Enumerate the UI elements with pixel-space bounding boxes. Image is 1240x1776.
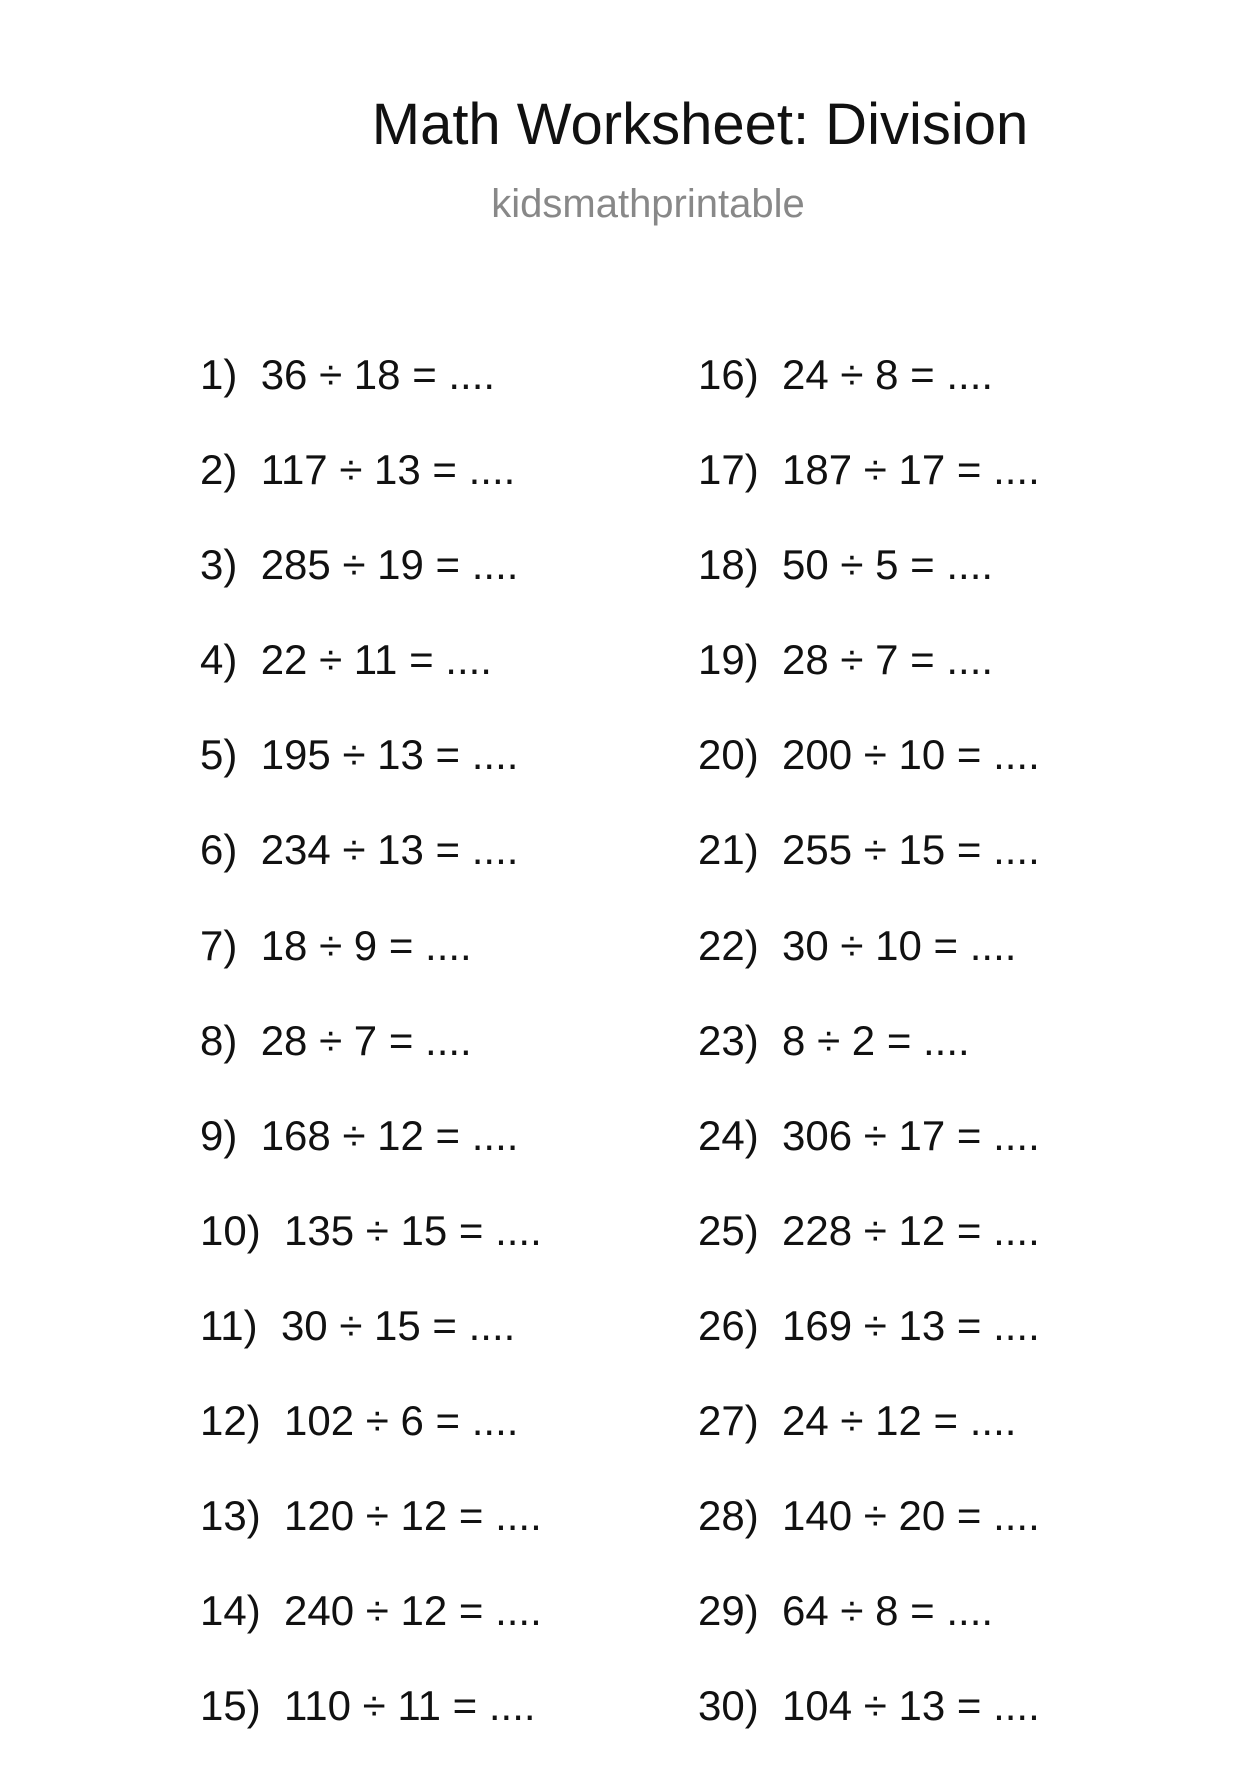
problem-expression: 200 ÷ 10 = .... bbox=[782, 731, 1040, 779]
problem-item bbox=[698, 1206, 1218, 1301]
problem-expression: 228 ÷ 12 = .... bbox=[782, 1206, 1040, 1254]
problem-expression: 168 ÷ 12 = .... bbox=[260, 1111, 519, 1159]
problem-expression: 24 ÷ 12 = .... bbox=[782, 1397, 1017, 1445]
problem-expression: 30 ÷ 15 = .... bbox=[280, 1301, 516, 1349]
problem-expression: 22 ÷ 11 = .... bbox=[260, 636, 492, 684]
problem-expression: 50 ÷ 5 = .... bbox=[782, 541, 994, 589]
problem-item bbox=[698, 1586, 1218, 1681]
problem-expression: 255 ÷ 15 = .... bbox=[782, 826, 1040, 874]
problem-expression: 135 ÷ 15 = .... bbox=[284, 1206, 542, 1254]
problem-number: 23) bbox=[698, 1016, 759, 1064]
problem-item bbox=[698, 1491, 1218, 1586]
problem-expression: 240 ÷ 12 = .... bbox=[284, 1587, 542, 1635]
problem-expression: 28 ÷ 7 = .... bbox=[260, 1016, 472, 1064]
problem-number: 19) bbox=[698, 636, 759, 684]
problem-number: 25) bbox=[698, 1206, 759, 1254]
problem-expression: 306 ÷ 17 = .... bbox=[782, 1111, 1040, 1159]
problem-item bbox=[698, 350, 1218, 445]
problem-number: 7) bbox=[200, 921, 238, 969]
problem-expression: 24 ÷ 8 = .... bbox=[782, 351, 994, 398]
problem-number: 1) bbox=[200, 351, 238, 398]
problem-number: 12) bbox=[200, 1397, 261, 1445]
problem-number: 18) bbox=[698, 541, 759, 589]
problem-number: 30) bbox=[698, 1682, 759, 1730]
problem-expression: 8 ÷ 2 = .... bbox=[782, 1016, 970, 1064]
problem-number: 28) bbox=[698, 1492, 759, 1540]
problem-item bbox=[200, 1491, 720, 1586]
problem-expression: 187 ÷ 17 = .... bbox=[782, 446, 1040, 494]
problem-item bbox=[698, 921, 1218, 1016]
problem-expression: 64 ÷ 8 = .... bbox=[782, 1587, 994, 1635]
problem-expression: 120 ÷ 12 = .... bbox=[284, 1492, 542, 1540]
page-title: Math Worksheet: Division bbox=[371, 92, 1029, 157]
problem-number: 9) bbox=[200, 1111, 238, 1159]
problem-expression: 36 ÷ 18 = .... bbox=[260, 351, 496, 398]
problem-item bbox=[698, 540, 1218, 635]
problem-expression: 102 ÷ 6 = .... bbox=[284, 1397, 519, 1445]
problem-item bbox=[200, 540, 720, 635]
problem-item bbox=[698, 445, 1218, 540]
problem-item bbox=[200, 1301, 720, 1396]
problem-number: 4) bbox=[200, 636, 238, 684]
problem-expression: 117 ÷ 13 = .... bbox=[260, 446, 516, 494]
problem-number: 11) bbox=[200, 1301, 258, 1349]
problem-item bbox=[200, 825, 720, 920]
problem-item bbox=[698, 730, 1218, 825]
problem-item bbox=[200, 730, 720, 825]
problem-expression: 28 ÷ 7 = .... bbox=[782, 636, 994, 684]
problem-number: 16) bbox=[698, 351, 759, 398]
problem-number: 2) bbox=[200, 446, 238, 494]
problem-number: 5) bbox=[200, 731, 238, 779]
problem-number: 15) bbox=[200, 1682, 261, 1730]
problem-number: 6) bbox=[200, 826, 238, 874]
problem-item bbox=[698, 1396, 1218, 1491]
problem-number: 14) bbox=[200, 1587, 261, 1635]
problem-number: 27) bbox=[698, 1397, 759, 1445]
problem-item bbox=[698, 1681, 1218, 1776]
problem-column-right bbox=[698, 350, 1218, 1776]
problem-number: 24) bbox=[698, 1111, 759, 1159]
problem-item bbox=[200, 1396, 720, 1491]
problem-number: 13) bbox=[200, 1492, 261, 1540]
problem-number: 10) bbox=[200, 1206, 261, 1254]
problem-item bbox=[200, 1111, 720, 1206]
problem-item bbox=[698, 825, 1218, 920]
problem-number: 20) bbox=[698, 731, 759, 779]
problem-item bbox=[200, 635, 720, 730]
problem-expression: 285 ÷ 19 = .... bbox=[260, 541, 519, 589]
problem-item bbox=[698, 1301, 1218, 1396]
problem-number: 22) bbox=[698, 921, 759, 969]
problem-expression: 140 ÷ 20 = .... bbox=[782, 1492, 1040, 1540]
problem-number: 8) bbox=[200, 1016, 238, 1064]
problem-item bbox=[698, 1111, 1218, 1206]
page-subtitle: kidsmathprintable bbox=[491, 182, 805, 226]
problem-number: 29) bbox=[698, 1587, 759, 1635]
problem-expression: 234 ÷ 13 = .... bbox=[260, 826, 519, 874]
problem-expression: 169 ÷ 13 = .... bbox=[782, 1301, 1040, 1349]
problem-expression: 104 ÷ 13 = .... bbox=[782, 1682, 1040, 1730]
problem-item bbox=[698, 635, 1218, 730]
problem-column-left bbox=[200, 350, 720, 1776]
problem-expression: 195 ÷ 13 = .... bbox=[260, 731, 519, 779]
problem-expression: 18 ÷ 9 = .... bbox=[260, 921, 472, 969]
problem-item bbox=[200, 445, 720, 540]
problem-item bbox=[200, 1681, 720, 1776]
problem-expression: 110 ÷ 11 = .... bbox=[284, 1682, 536, 1730]
problem-number: 21) bbox=[698, 826, 759, 874]
problem-item bbox=[200, 921, 720, 1016]
problem-item bbox=[200, 350, 720, 445]
problem-item bbox=[200, 1586, 720, 1681]
problem-number: 17) bbox=[698, 446, 759, 494]
problem-item bbox=[200, 1016, 720, 1111]
problem-number: 26) bbox=[698, 1301, 759, 1349]
problem-number: 3) bbox=[200, 541, 238, 589]
problem-expression: 30 ÷ 10 = .... bbox=[782, 921, 1017, 969]
problem-item bbox=[698, 1016, 1218, 1111]
problem-item bbox=[200, 1206, 720, 1301]
